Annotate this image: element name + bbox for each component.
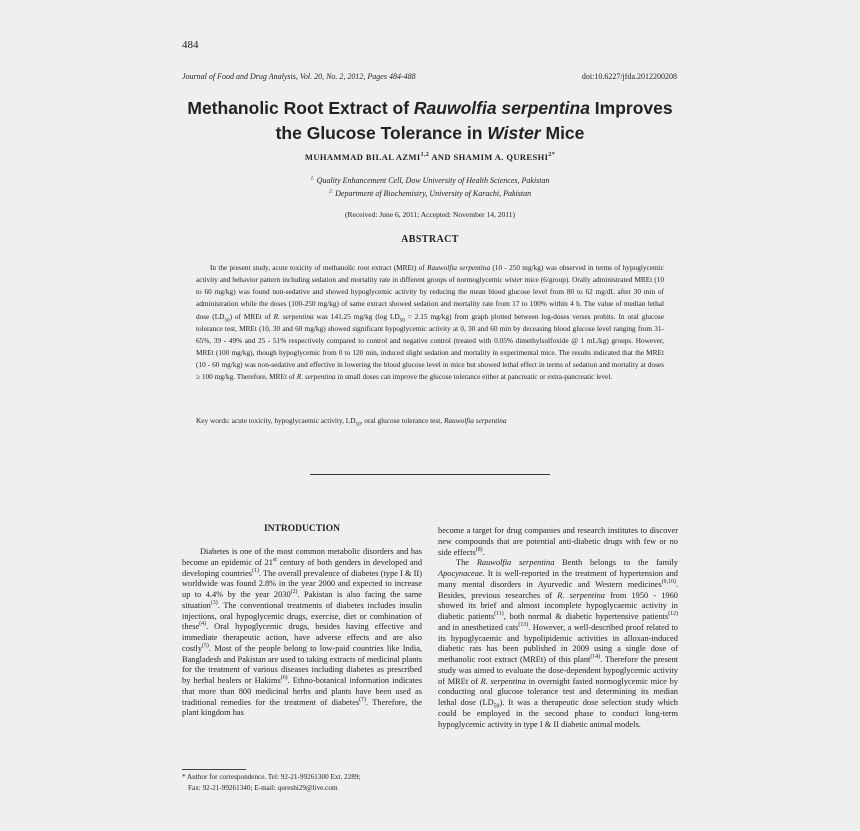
page-number: 484 xyxy=(182,39,199,51)
abstract-heading: ABSTRACT xyxy=(401,234,459,245)
footnote-line-1: * Author for correspondence. Tel: 92-21-99261300 Ext. 2289; xyxy=(182,773,361,781)
intro-paragraph-1-continued: become a target for drug companies and research institutes to discover new compounds that are potential anti-diabetic drugs with few or no side effects$^{(8)}$. xyxy=(438,526,678,557)
title-line-1: Methanolic Root Extract of Rauwolfia serpentina Improves xyxy=(187,98,673,118)
right-column xyxy=(438,526,678,730)
doi: doi:10.6227/jfda.2012200208 xyxy=(581,72,677,81)
paper-title xyxy=(150,96,710,146)
author-list: MUHAMMAD BILAL AZMI$^{1,2}$ AND SHAMIM A. $QURESHI^{2*}$ xyxy=(304,152,556,162)
intro-paragraph-2: The Rauwolfia serpentina Benth belongs to the family Apocynaceae. It is well-reported in the treatment of hypertension and many mental disorders in Ayurvedic and Western medicines$^{(9,10)}$. Besides, previous researches of R. serpentina from 1950 - 1960 showed its brief and almost incomplete hypoglycaemic activity in diabetic patients$^{(11)}$, both normal & diabetic hypertensive patients$^{(12)}$ and in anesthetized cats$^{(13)}$. However, a well-described proof related to its hypoglycaemic and hypolipidemic activities in alloxan-induced diabetic rats has been published in 2009 using a single dose of methanolic root extract (MREt) of this plant$^{(14)}$. Therefore the present study was aimed to evaluate the dose-dependent hypoglycemic activity of MREt of R. serpentina in overnight fasted normoglycemic mice by conducting oral glucose tolerance test and determining its median lethal dose $(LD_{50})$. It was a therapeutic dose selection study which could be employed in the second phase to conduct long-term hypoglycemic activity in type I & II diabetic animal models. xyxy=(438,558,678,729)
journal-citation: Journal of Food and Drug Analysis, Vol. 20, No. 2, 2012, Pages 484-488 xyxy=(182,72,416,81)
keywords: Key words: acute toxicity, hypoglycaemic activity, $LD_{50}$, oral glucose tolerance test, Rauwolfia serpentina xyxy=(196,416,507,428)
affiliation-2: $^{2.}$ Department of Biochemistry, University of Karachi, Pakistan xyxy=(328,188,532,198)
affiliation-1: $^{1.}$ Quality Enhancement Cell, Dow University of Health Sciences, Pakistan xyxy=(310,175,550,185)
abstract-text: In the present study, acute toxicity of methanolic root extract (MREt) of Rauwolfia serpentina (10 - 250 mg/kg) was observed in terms of hypoglycemic activity and behavior pattern including sedation and mortality rate in different groups of normoglycemic wister mice (6/group). Orally administrated MREt (10 to 60 mg/kg) was found non-sedative and showed hypoglycemic activity by reducing the mean blood glucose level from 80 to 62 mg/dL after 30 min of administration while the doses (100-250 mg/kg) of same extract showed sedation and mortality rate from 17 to 100% within 4 h. The value of median lethal dose $(LD_{50})$ of MREt of R. serpentina was 141.25 mg/kg (log $LD_{50} = 2.15$ mg/kg) from graph plotted between log-doses verses probits. In oral glucose tolerance test, MREt (10, 30 and 60 mg/kg) showed significant hypoglycemic activity at 0, 30 and 60 min by deceasing blood glucose level ranging from 31- 65%, 39 - 49% and 25 - 51% respectively compared to control and negative control (treated with 0.05% dimethylsulfoxide @ 1 mL/kg) groups. However, MREt (100 mg/kg), though hypoglycemic from 0 to 120 min, induced slight sedation and mortality in experimental mice. The results indicated that the MREt (10 - 60 mg/kg) was non-sedative and effective in lowering the blood glucose level in mice but showed lethal effect in terms of sedation and mortality at doses ≥ 100 mg/kg. Therefore, MREt of R. serpentina in small doses can improve the glucose tolerance either at pancreatic or extra-pancreatic level. xyxy=(196,263,665,382)
footnote-rule xyxy=(182,769,246,770)
received-dates: (Received: June 6, 2011; Accepted: November 14, 2011) xyxy=(344,210,516,219)
correspondence-footnote xyxy=(182,772,422,793)
left-column xyxy=(182,547,422,719)
footnote-line-2: Fax: 92-21-99261340; E-mail: qureshi29@live.com xyxy=(188,783,338,792)
section-divider xyxy=(310,474,550,475)
title-line-2: the Glucose Tolerance in Wister Mice xyxy=(275,123,585,143)
intro-paragraph-1: Diabetes is one of the most common metabolic disorders and has become an epidemic of 21st century of both genders in developed and developing countries$^{(1)}$. The overall prevalence of diabetes (type I & II) worldwide was found 2.8% in the year 2000 and expected to increase up to 4.4% by the year 2030$^{(2)}$. Pakistan is also facing the same situation$^{(3)}$. The conventional treatments of diabetes includes insulin injections, oral hypoglycemic drugs, exercise, diet or combination of these$^{(4)}$. Oral hypoglycemic drugs, besides having effective and immediate therapeutic action, have adverse effects and are also costly$^{(5)}$. Most of the people belong to low-paid countries like India, Bangladesh and Pakistan are used to taking extracts of medicinal plants for the treatment of various diseases including diabetes as prescribed by herbal healers or Hakims$^{(6)}$. Ethno-botanical information indicates that more than 800 medicinal herbs and plants have been used as traditional remedies for the treatment of diabetes$^{(7)}$. Therefore, the plant kingdom has xyxy=(182,547,423,718)
introduction-heading: INTRODUCTION xyxy=(263,524,340,534)
